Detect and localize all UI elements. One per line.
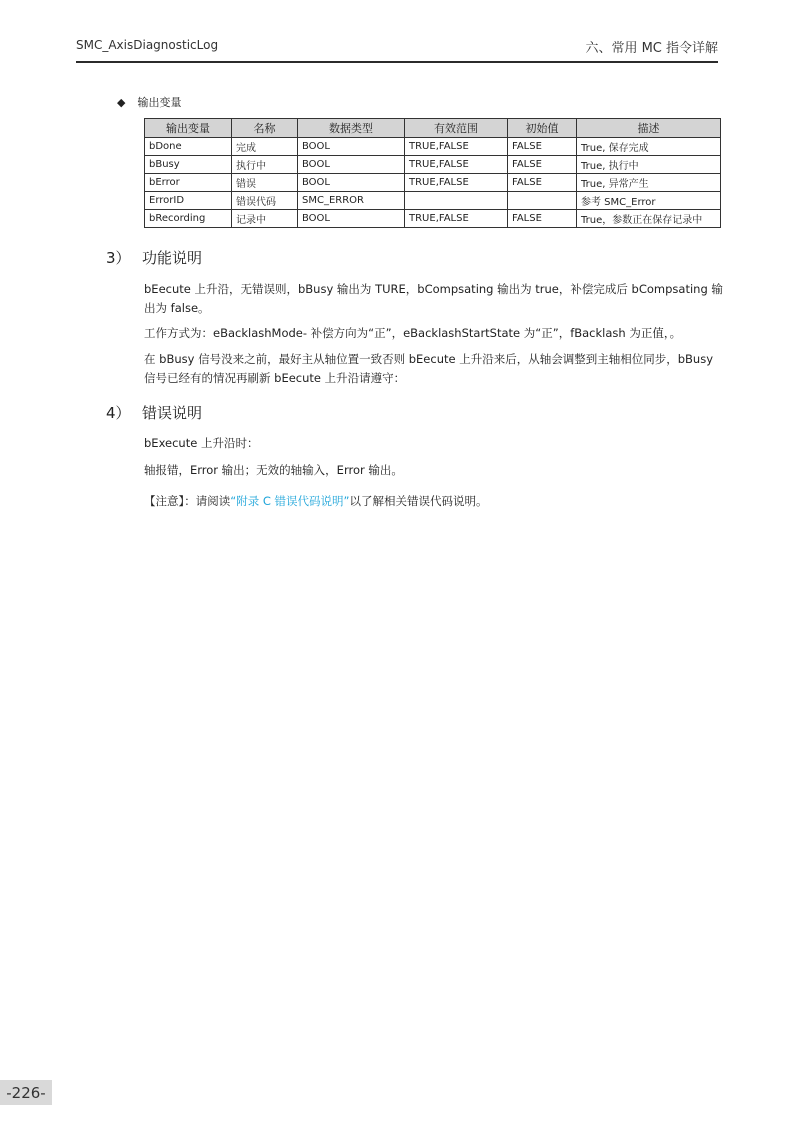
table-cell: True, 异常产生 <box>577 174 721 192</box>
table-header-row <box>145 119 721 138</box>
table-cell: FALSE <box>508 210 577 228</box>
table-cell: TRUE,FALSE <box>405 210 508 228</box>
table-cell: 执行中 <box>232 156 298 174</box>
header-doc-title: SMC_AxisDiagnosticLog <box>76 38 219 52</box>
table-cell: bBusy <box>145 156 232 174</box>
table-cell <box>508 192 577 210</box>
section-title: 错误说明 <box>142 404 203 422</box>
table-cell: FALSE <box>508 174 577 192</box>
table-cell: BOOL <box>298 174 405 192</box>
header-chapter-title: 六、常用 MC 指令详解 <box>585 41 718 56</box>
output-vars-title: 输出变量 <box>137 96 182 109</box>
table-row <box>145 174 721 192</box>
output-vars-heading <box>117 94 181 110</box>
table-cell: 参考 SMC_Error <box>577 192 721 210</box>
paragraph: bEecute 上升沿，无错误则，bBusy 输出为 TURE，bCompsating 输出为 true，补偿完成后 bCompsating 输出为 false。 <box>144 282 723 315</box>
table-row <box>145 156 721 174</box>
table-cell: BOOL <box>298 156 405 174</box>
section-3-heading <box>106 247 202 268</box>
paragraph: 轴报错，Error 输出；无效的轴输入，Error 输出。 <box>144 463 403 477</box>
note-paragraph <box>144 492 724 511</box>
paragraph: bExecute 上升沿时： <box>144 436 259 450</box>
table-cell: 记录中 <box>232 210 298 228</box>
table-cell: True, 执行中 <box>577 156 721 174</box>
page-number: -226- <box>0 1080 52 1105</box>
table-cell: bRecording <box>145 210 232 228</box>
table-cell: FALSE <box>508 138 577 156</box>
section-4-heading <box>106 402 202 423</box>
section-number: 4） <box>106 404 131 422</box>
col-header: 有效范围 <box>405 119 508 138</box>
table-cell: BOOL <box>298 138 405 156</box>
table-cell: BOOL <box>298 210 405 228</box>
table-row <box>145 192 721 210</box>
table-cell: 错误代码 <box>232 192 298 210</box>
table-cell: 完成 <box>232 138 298 156</box>
col-header: 初始值 <box>508 119 577 138</box>
col-header: 名称 <box>232 119 298 138</box>
paragraph: 在 bBusy 信号没来之前，最好主从轴位置一致否则 bEecute 上升沿来后，从轴会调整到主轴相位同步，bBusy 信号已经有的情况再刷新 bEecute 上升沿请遵守： <box>144 352 714 385</box>
table-cell: True, 保存完成 <box>577 138 721 156</box>
table-cell: bDone <box>145 138 232 156</box>
table-cell: TRUE,FALSE <box>405 156 508 174</box>
note-suffix: 以了解相关错误代码说明。 <box>349 494 488 508</box>
table-cell: True，参数正在保存记录中 <box>577 210 721 228</box>
appendix-c-link[interactable]: “附录 C 错误代码说明” <box>230 494 350 508</box>
table-cell: TRUE,FALSE <box>405 138 508 156</box>
col-header: 输出变量 <box>145 119 232 138</box>
table-cell: bError <box>145 174 232 192</box>
table-row <box>145 210 721 228</box>
header-divider <box>76 61 718 63</box>
table-cell: TRUE,FALSE <box>405 174 508 192</box>
table-cell: ErrorID <box>145 192 232 210</box>
paragraph: 工作方式为：eBacklashMode- 补偿方向为“正”，eBacklashStartState 为“正”，fBacklash 为正值，。 <box>144 326 682 340</box>
section-number: 3） <box>106 249 131 267</box>
note-prefix: 【注意】：请阅读 <box>144 494 231 508</box>
col-header: 描述 <box>577 119 721 138</box>
table-row <box>145 138 721 156</box>
output-vars-table <box>144 118 721 228</box>
table-cell: SMC_ERROR <box>298 192 405 210</box>
table-cell <box>405 192 508 210</box>
col-header: 数据类型 <box>298 119 405 138</box>
table-cell: FALSE <box>508 156 577 174</box>
table-cell: 错误 <box>232 174 298 192</box>
section-title: 功能说明 <box>142 249 203 267</box>
diamond-bullet-icon: ◆ <box>117 95 126 109</box>
